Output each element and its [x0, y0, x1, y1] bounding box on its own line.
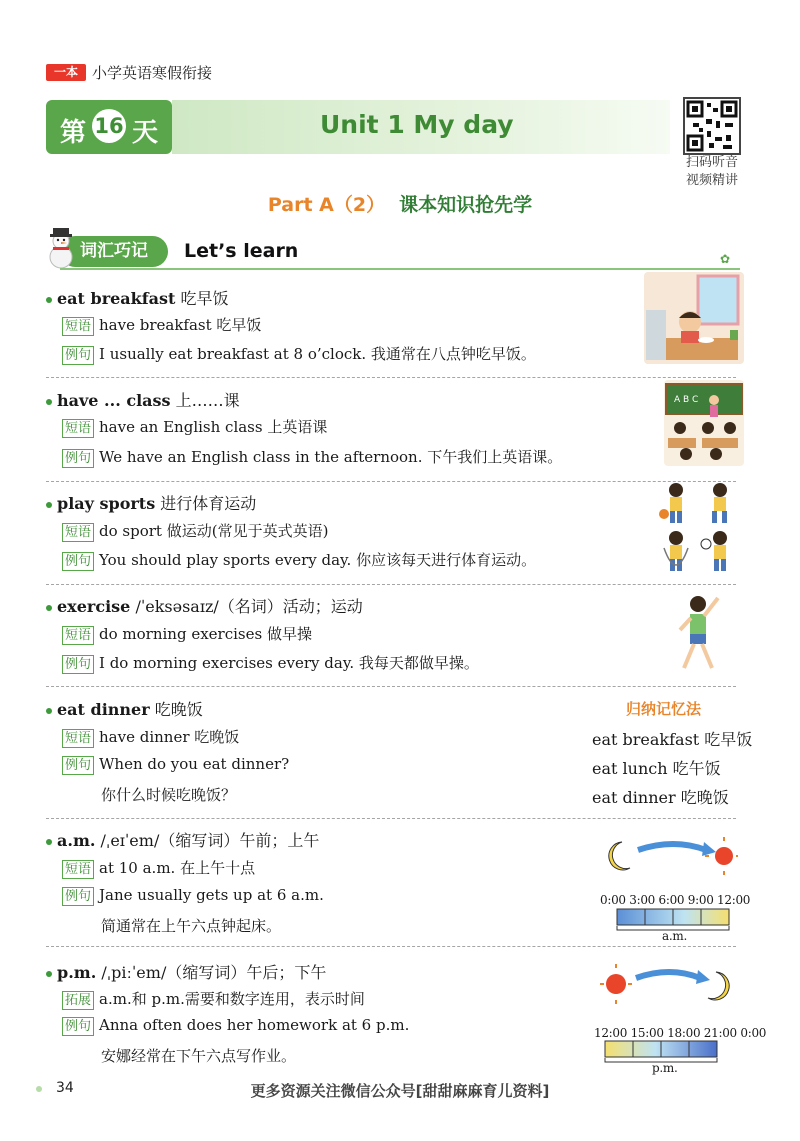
tag-phrase: 短语: [62, 626, 94, 645]
example-text: I usually eat breakfast at 8 o’clock. 我通常在八点钟吃早饭。: [99, 345, 536, 363]
entry-meaning: 吃早饭: [180, 289, 229, 308]
entry-head: [46, 828, 319, 851]
tag-example: 例句: [62, 1017, 94, 1036]
entry-line: [62, 549, 536, 571]
entry-phonetic: /ˌeɪˈem/（缩写词）午前；上午: [100, 831, 320, 850]
entry-head: [46, 286, 229, 309]
bullet-icon: [46, 971, 52, 977]
qr-caption-line-1: 扫码听音: [685, 155, 738, 170]
qr-code[interactable]: [683, 97, 741, 155]
example-text: I do morning exercises every day. 我每天都做早操。: [99, 654, 479, 672]
flower-icon: ✿: [720, 252, 731, 266]
pm-tick-labels: 12:00 15:00 18:00 21:00 0:00: [594, 1026, 767, 1040]
entry-line: [62, 520, 328, 542]
part-title: [0, 190, 800, 217]
day-suffix: 天: [132, 118, 159, 148]
am-tick-labels: 0:00 3:00 6:00 9:00 12:00: [600, 893, 751, 907]
entry-phonetic: /ˌpiːˈem/（缩写词）午后；下午: [101, 963, 327, 982]
sun-to-moon-icon: [600, 964, 730, 1004]
example-text: Jane usually gets up at 6 a.m.: [99, 886, 324, 904]
day-banner: [46, 100, 172, 154]
vocab-badge: 词汇巧记: [60, 236, 168, 267]
entry-line: [62, 726, 239, 748]
sports-illustration: [654, 478, 744, 582]
entry-line: [62, 343, 536, 365]
phrase-text: do morning exercises 做早操: [99, 625, 312, 643]
phrase-text: do sport 做运动(常见于英式英语): [99, 522, 329, 540]
memory-title: 归纳记忆法: [626, 700, 702, 718]
part-title-cn: 课本知识抢先学: [399, 194, 533, 216]
entry-meaning: 进行体育运动: [160, 494, 257, 513]
section-underline: [60, 268, 740, 270]
phrase-text: have an English class 上英语课: [99, 418, 328, 436]
entry-meaning: 吃晚饭: [154, 700, 203, 719]
pm-scale-label: p.m.: [652, 1061, 678, 1075]
tag-example: 例句: [62, 552, 94, 571]
svg-text:A B C: A B C: [674, 395, 699, 405]
example-text: We have an English class in the afternoon. 下午我们上英语课。: [99, 448, 563, 466]
phrase-text: have dinner 吃晚饭: [99, 728, 240, 746]
unit-title: Unit 1 My day: [320, 110, 514, 139]
entry-word: eat breakfast: [57, 289, 176, 308]
extension-text: a.m.和 p.m.需要和数字连用，表示时间: [99, 990, 365, 1008]
tag-phrase: 短语: [62, 419, 94, 438]
divider: [46, 481, 736, 482]
bullet-icon: [46, 708, 52, 714]
tag-phrase: 短语: [62, 860, 94, 879]
entry-meaning: 上……课: [175, 391, 240, 410]
day-number: 16: [92, 109, 126, 143]
example-translation: 安娜经常在下午六点写作业。: [101, 1047, 297, 1065]
exercise-illustration: [674, 592, 726, 672]
tag-phrase: 短语: [62, 729, 94, 748]
breakfast-illustration: [644, 272, 744, 364]
tag-example: 例句: [62, 346, 94, 365]
moon-to-sun-icon: [608, 836, 738, 876]
bullet-icon: [46, 399, 52, 405]
memory-item: eat lunch 吃午饭: [592, 759, 721, 778]
tag-example: 例句: [62, 655, 94, 674]
section-title: Let’s learn: [184, 240, 299, 262]
divider: [46, 584, 736, 585]
bullet-icon: [46, 839, 52, 845]
entry-line: [62, 446, 562, 468]
example-text: You should play sports every day. 你应该每天进行体育运动。: [99, 551, 537, 569]
entry-line: [62, 857, 255, 879]
entry-line: [62, 988, 365, 1010]
phrase-text: have breakfast 吃早饭: [99, 316, 262, 334]
entry-line: [62, 623, 312, 645]
entry-head: [46, 960, 326, 983]
entry-line: [62, 755, 289, 775]
entry-line: [62, 314, 261, 336]
snowman-icon: [44, 226, 78, 270]
qr-caption-line-2: 视频精讲: [685, 173, 738, 188]
entry-head: [46, 491, 256, 514]
am-scale-label: a.m.: [662, 929, 687, 943]
entry-word: play sports: [57, 494, 156, 513]
footer-note: 更多资源关注微信公众号[甜甜麻麻育儿资料]: [250, 1082, 550, 1100]
classroom-illustration: [664, 380, 744, 466]
divider: [46, 377, 736, 378]
entry-phonetic: /ˈeksəsaɪz/（名词）活动；运动: [135, 597, 363, 616]
series-title: 小学英语寒假衔接: [92, 64, 213, 82]
entry-line: [62, 886, 324, 906]
memory-item: eat breakfast 吃早饭: [592, 730, 753, 749]
tag-example: 例句: [62, 756, 94, 775]
example-translation: 简通常在上午六点钟起床。: [101, 917, 282, 935]
entry-word: eat dinner: [57, 700, 150, 719]
example-translation: 你什么时候吃晚饭？: [101, 786, 237, 804]
divider: [46, 946, 736, 947]
qr-caption: [670, 154, 754, 190]
example-text: When do you eat dinner?: [99, 755, 290, 773]
phrase-text: at 10 a.m. 在上午十点: [99, 859, 256, 877]
entry-line: [62, 416, 327, 438]
page-number: 34: [56, 1080, 74, 1096]
entry-word: a.m.: [57, 831, 96, 850]
entry-word: have ... class: [57, 391, 171, 410]
tag-phrase: 短语: [62, 523, 94, 542]
bullet-icon: [46, 605, 52, 611]
divider: [46, 818, 736, 819]
memory-item: eat dinner 吃晚饭: [592, 788, 729, 807]
bullet-icon: [46, 502, 52, 508]
tag-phrase: 短语: [62, 317, 94, 336]
tag-example: 例句: [62, 449, 94, 468]
entry-line: [62, 1016, 409, 1036]
entry-word: exercise: [57, 597, 131, 616]
entry-head: [46, 594, 363, 617]
tag-extension: 拓展: [62, 991, 94, 1010]
example-text: Anna often does her homework at 6 p.m.: [99, 1016, 410, 1034]
entry-head: [46, 697, 203, 720]
divider: [46, 686, 736, 687]
entry-line: [62, 652, 479, 674]
entry-head: [46, 388, 240, 411]
bullet-icon: [46, 297, 52, 303]
entry-word: p.m.: [57, 963, 97, 982]
part-title-en: Part A（2）: [267, 194, 386, 216]
brand-logo: 一本: [46, 64, 86, 81]
tag-example: 例句: [62, 887, 94, 906]
day-prefix: 第: [60, 118, 87, 148]
